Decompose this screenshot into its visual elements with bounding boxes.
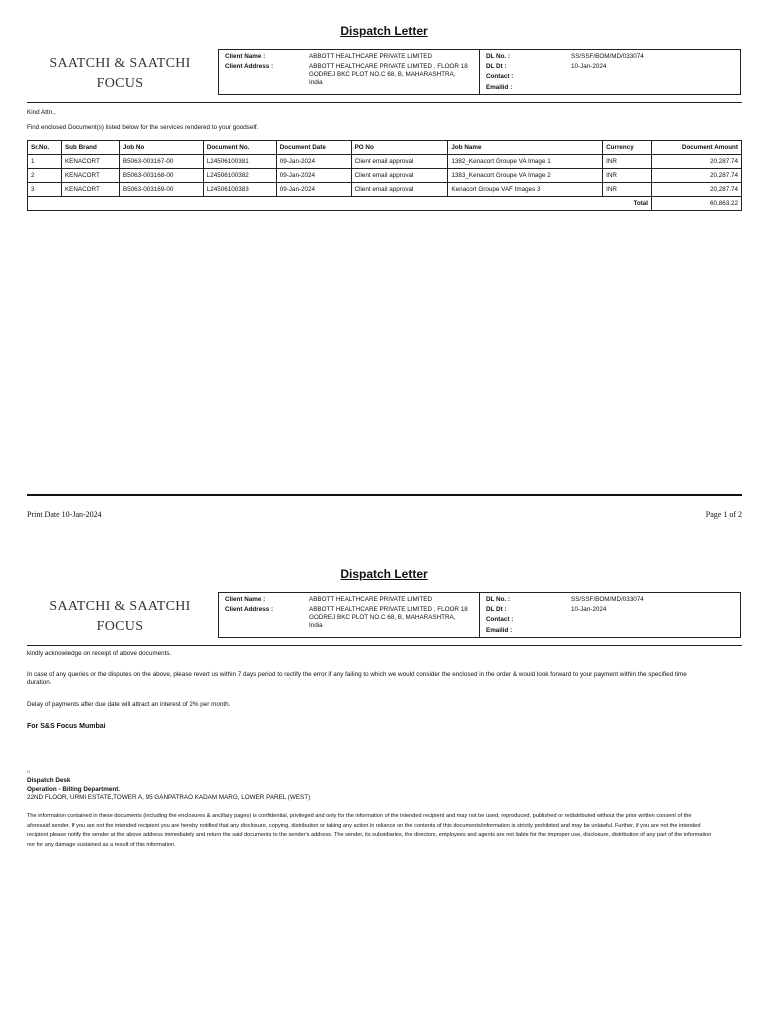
total-label: Total bbox=[28, 197, 652, 211]
logo-line1: SAATCHI & SAATCHI bbox=[49, 56, 191, 71]
company-logo bbox=[40, 597, 200, 637]
cell-po-no: Client email approval bbox=[351, 155, 448, 169]
dispatch-desk: Dispatch Desk bbox=[27, 777, 71, 784]
client-name-value: ABBOTT HEALTHCARE PRIVATE LIMITED bbox=[309, 596, 433, 603]
cell-job-no: B5063-003169-00 bbox=[119, 183, 203, 197]
client-name-value: ABBOTT HEALTHCARE PRIVATE LIMITED bbox=[309, 53, 433, 60]
logo-line2: FOCUS bbox=[96, 76, 144, 91]
cell-po-no: Client email approval bbox=[351, 183, 448, 197]
total-value: 60,863.22 bbox=[652, 197, 742, 211]
documents-table bbox=[27, 140, 742, 211]
contact-label: Contact : bbox=[486, 73, 514, 80]
client-info-box bbox=[218, 592, 741, 638]
cell-amount: 20,287.74 bbox=[652, 155, 742, 169]
client-name-label: Client Name : bbox=[225, 596, 266, 603]
client-address-label: Client Address : bbox=[225, 606, 274, 613]
queries-text-line2: duration. bbox=[27, 679, 52, 686]
for-company: For S&S Focus Mumbai bbox=[27, 723, 106, 730]
disclaimer-line2: aforesaid sender. If you are not the intended recipient you are hereby notified that any disclosure, copying, distribution or taking any action in reliance on the contents of this documents/information is strictly prohibited and may be unlawful. Further, if you are not the intended bbox=[27, 822, 701, 829]
logo-line2: FOCUS bbox=[96, 619, 144, 634]
client-address-line3: India bbox=[309, 622, 323, 629]
header-sub-brand: Sub Brand bbox=[61, 141, 119, 155]
disclaimer-line3: recipient please notify the sender at the above address immediately and return the said documents to the sender's address. The sender, its subsidiaries, the directors, employees and agents are not liable for the improper use, disclosure, distribution of any part of the information bbox=[27, 832, 712, 838]
dl-no-label: DL No. : bbox=[486, 53, 511, 60]
cell-document-no: L24506100381 bbox=[203, 155, 276, 169]
header-divider bbox=[27, 102, 742, 103]
dl-no-label: DL No. : bbox=[486, 596, 511, 603]
header-job-no: Job No bbox=[119, 141, 203, 155]
page1-footer-divider bbox=[27, 494, 742, 496]
disclaimer-line4: nor for any damage sustained as a result of this information. bbox=[27, 841, 176, 848]
client-address-label: Client Address : bbox=[225, 63, 274, 70]
dl-date-value: 10-Jan-2024 bbox=[571, 63, 607, 70]
table-total-row bbox=[28, 197, 742, 211]
client-address-line2: GODREJ BKC PLOT NO.C 68, B, MAHARASHTRA, bbox=[309, 614, 456, 621]
page1-title: Dispatch Letter bbox=[340, 24, 428, 38]
cell-document-no: L24506100382 bbox=[203, 169, 276, 183]
client-info-box bbox=[218, 49, 741, 95]
header-divider bbox=[27, 645, 742, 646]
acknowledge-text: kindly acknowledge on receipt of above documents. bbox=[27, 650, 172, 657]
header-job-name: Job Name bbox=[448, 141, 603, 155]
page2-title: Dispatch Letter bbox=[340, 567, 428, 581]
interest-text: Delay of payments after due date will attract an interest of 2% per month. bbox=[27, 701, 231, 708]
dl-date-value: 10-Jan-2024 bbox=[571, 606, 607, 613]
cell-amount: 20,287.74 bbox=[652, 183, 742, 197]
table-row bbox=[28, 155, 742, 169]
dl-date-label: DL Dt : bbox=[486, 63, 507, 70]
header-currency: Currency bbox=[603, 141, 652, 155]
client-address-line1: ABBOTT HEALTHCARE PRIVATE LIMITED , FLOOR 18 bbox=[309, 63, 468, 70]
info-divider bbox=[479, 50, 480, 94]
dl-no-value: SS/SSF/BOM/MD/033074 bbox=[571, 596, 644, 603]
header-sr-no: Sr.No. bbox=[28, 141, 62, 155]
client-address-line3: India bbox=[309, 79, 323, 86]
cell-sr-no: 3 bbox=[28, 183, 62, 197]
office-address: 22ND FLOOR, URMI ESTATE,TOWER A, 95 GANPATRAO KADAM MARG, LOWER PAREL (WEST) bbox=[27, 794, 311, 801]
client-address-line1: ABBOTT HEALTHCARE PRIVATE LIMITED , FLOOR 18 bbox=[309, 606, 468, 613]
intro-text: Find enclosed Document(s) listed below for the services rendered to your goodself. bbox=[27, 124, 259, 131]
cell-sub-brand: KENACORT bbox=[61, 155, 119, 169]
dl-no-value: SS/SSF/BOM/MD/033074 bbox=[571, 53, 644, 60]
header-document-date: Document Date bbox=[276, 141, 351, 155]
dl-date-label: DL Dt : bbox=[486, 606, 507, 613]
cell-job-name: Kenacort Groupe VAF Images 3 bbox=[448, 183, 603, 197]
cell-document-date: 09-Jan-2024 bbox=[276, 155, 351, 169]
cell-job-no: B5063-003168-00 bbox=[119, 169, 203, 183]
email-label: Emailid : bbox=[486, 84, 513, 91]
header-document-amount: Document Amount bbox=[652, 141, 742, 155]
cell-currency: INR bbox=[603, 183, 652, 197]
cell-job-name: 1382_Kenacort Groupe VA Image 1 bbox=[448, 155, 603, 169]
cell-sub-brand: KENACORT bbox=[61, 169, 119, 183]
header-document-no: Document No. bbox=[203, 141, 276, 155]
cell-sr-no: 2 bbox=[28, 169, 62, 183]
contact-label: Contact : bbox=[486, 616, 514, 623]
greeting: Kind Attn., bbox=[27, 109, 56, 116]
cell-job-no: B5063-003167-00 bbox=[119, 155, 203, 169]
cell-sr-no: 1 bbox=[28, 155, 62, 169]
email-label: Emailid : bbox=[486, 627, 513, 634]
table-header-row bbox=[28, 141, 742, 155]
info-divider bbox=[479, 593, 480, 637]
client-address-line2: GODREJ BKC PLOT NO.C 68, B, MAHARASHTRA, bbox=[309, 71, 456, 78]
queries-text-line1: In case of any queries or the disputes on the above, please revert us within 7 days period to rectify the error if any failing to which we would consider the enclosed in the order & would look forward to your payment within the specified time bbox=[27, 671, 687, 678]
table-row bbox=[28, 169, 742, 183]
signature-mark: u bbox=[27, 769, 30, 775]
cell-currency: INR bbox=[603, 169, 652, 183]
header-po-no: PO No bbox=[351, 141, 448, 155]
cell-document-no: L24506100383 bbox=[203, 183, 276, 197]
disclaimer bbox=[27, 812, 742, 850]
table-row bbox=[28, 183, 742, 197]
page-number: Page 1 of 2 bbox=[705, 510, 742, 519]
cell-document-date: 09-Jan-2024 bbox=[276, 183, 351, 197]
billing-department: Operation - Billing Department. bbox=[27, 786, 121, 793]
logo-line1: SAATCHI & SAATCHI bbox=[49, 599, 191, 614]
cell-sub-brand: KENACORT bbox=[61, 183, 119, 197]
client-name-label: Client Name : bbox=[225, 53, 266, 60]
cell-po-no: Client email approval bbox=[351, 169, 448, 183]
cell-document-date: 09-Jan-2024 bbox=[276, 169, 351, 183]
cell-amount: 20,287.74 bbox=[652, 169, 742, 183]
company-logo bbox=[40, 54, 200, 94]
cell-job-name: 1383_Kenacort Groupe VA Image 2 bbox=[448, 169, 603, 183]
cell-currency: INR bbox=[603, 155, 652, 169]
disclaimer-line1: The information contained in these documents (including the enclosures & ancillary pages) is confidential, privileged and only for the information of the intended recipient and may not be used, reproduced, published or redistributed without the prior written consent of the bbox=[27, 813, 692, 819]
print-date: Print Date 10-Jan-2024 bbox=[27, 510, 102, 519]
